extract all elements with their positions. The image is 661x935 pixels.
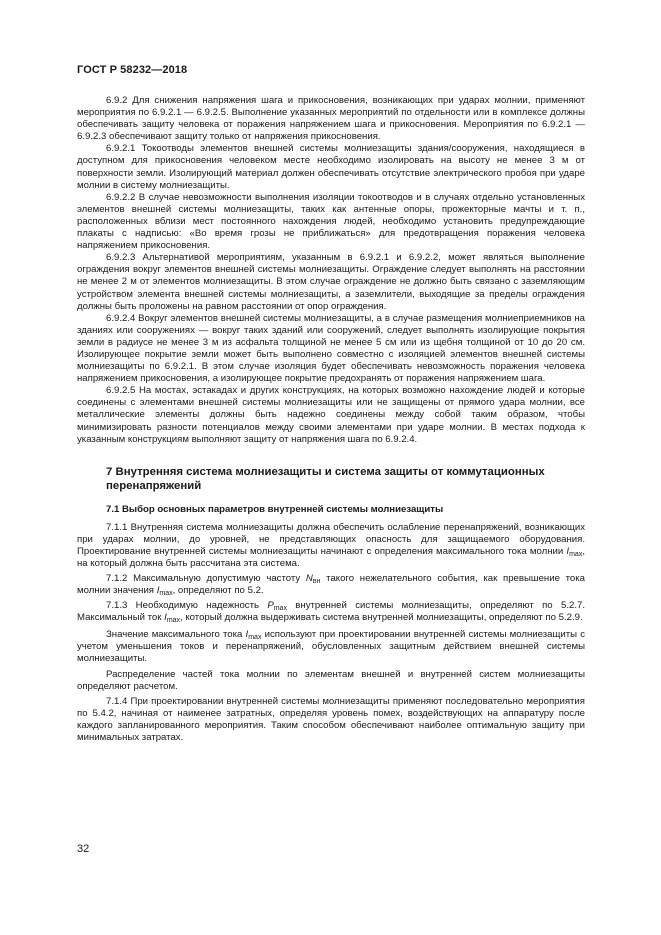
paragraph-distribution: Распределение частей тока молнии по элементам внешней и внутренней систем молниезащиты определяют расчетом. xyxy=(77,668,585,692)
p712-c: , определяют по 5.2. xyxy=(172,585,264,597)
p711-symbol: I xyxy=(566,546,570,557)
section-title: 7 Внутренняя система молниезащиты и система защиты от коммутационных перенапряжений xyxy=(106,465,545,492)
p712-a: 7.1.2 Максимальную допустимую частоту xyxy=(106,573,306,585)
pimax-b: используют при проектировании внутренней системы молниезащиты с учетом уменьшения токов и перенапряжений, обусловленных защитным действием внешней системы молниезащиты. xyxy=(77,628,585,664)
p713-b: внутренней системы молниезащиты, определяют по 5.2.7. Максимальный ток xyxy=(77,600,585,624)
p713-symbol-p: P xyxy=(267,600,274,612)
paragraph-6-9-2: 6.9.2 Для снижения напряжения шага и прикосновения, возникающих при ударах молнии, применяют мероприятия по 6.9.2.1 — 6.9.2.5. Выполнение указанных мероприятий по отдельности или в комплексе должны обеспечивать защиту человека от поражения напряжением шага и прикосновения. Мероприятия по 6.9.2.1 — 6.9.2.3 обеспечивают защиту только от напряжения прикосновения. xyxy=(77,95,585,143)
pimax-symbol: I xyxy=(245,628,249,640)
pimax-a: Значение максимального тока xyxy=(106,628,246,640)
p712-symbol-i: I xyxy=(156,585,160,597)
paragraph-7-1-3 xyxy=(77,600,585,624)
p712-b: такого нежелательного события, как превышение тока молнии значения xyxy=(77,573,586,597)
p712-subscript-vn: вн xyxy=(312,578,321,586)
p713-c: , который должна выдерживать система внутренней молниезащиты, определяют по 5.2.9. xyxy=(180,612,583,624)
paragraph-6-9-2-2: 6.9.2.2 В случае невозможности выполнения изоляции токоотводов и в случаях отдельно установленных элементов внешней системы молниезащиты, таких как антенные опоры, прожекторные мачты и т. п., расположенных вблизи мест постоянного нахождения людей, необходимо установить предупреждающие плакаты с надписью: «Во время грозы не приближаться» для предотвращения поражения человека напряжением прикосновения. xyxy=(77,191,585,252)
p713-subscript-max-2: max xyxy=(166,617,181,625)
p711-subscript: max xyxy=(569,551,583,558)
p711-tail: , на который должна быть рассчитана эта система. xyxy=(77,546,585,570)
paragraph-7-1-4: 7.1.4 При проектировании внутренней системы молниезащиты применяют последовательно мероприятия по 5.4.2, начиная от наименее затратных, определяя уровень помех, воздействующих на аппаратуру после каждого запланированного мероприятия. Таким способом обеспечивают наиболее оптимальную защиту при минимальных затратах. xyxy=(77,696,585,744)
page-content xyxy=(77,95,585,744)
paragraph-imax xyxy=(77,629,585,665)
p712-symbol-n: N xyxy=(305,573,313,585)
pimax-subscript: max xyxy=(248,633,262,641)
p712-subscript-max: max xyxy=(159,590,173,598)
subsection-title: 7.1 Выбор основных параметров внутренней системы молниезащиты xyxy=(106,503,444,515)
document-code: ГОСТ Р 58232—2018 xyxy=(77,64,188,76)
paragraph-6-9-2-4: 6.9.2.4 Вокруг элементов внешней системы молниезащиты, а в случае размещения молниеприемников на зданиях или сооружениях — вокруг таких зданий или сооружений, следует выполнять изолирующие покрытия земли в радиусе не менее 3 м из асфальта толщиной не менее 5 см или из щебня толщиной от 10 до 20 см. Изолирующее покрытие земли может быть выполнено совместно с изоляцией элементов внешней системы молниезащиты по 6.9.2.1. В этом случае изоляция будет обеспечивать невозможность поражения человека напряжением прикосновения, а изолирующее покрытие предохранять от поражения напряжением шага. xyxy=(77,312,585,385)
p711-text: 7.1.1 Внутренняя система молниезащиты должна обеспечить ослабление перенапряжений, возникающих при ударах молнии, до уровней, не представляющих опасность для защищаемого оборудования. Проектирование внутренней системы молниезащиты начинают с определения максимального тока молнии xyxy=(77,521,585,557)
p713-a: 7.1.3 Необходимую надежность xyxy=(106,600,268,612)
p713-symbol-i: I xyxy=(164,612,167,624)
paragraph-6-9-2-1: 6.9.2.1 Токоотводы элементов внешней системы молниезащиты здания/сооружения, находящиеся в доступном для прикосновения человеком месте необходимо изолировать на высоту не менее 3 м от поверхности земли. Изолирующий материал должен обеспечивать отсутствие электрического пробоя при ударе молнии в систему молниезащиты. xyxy=(77,143,585,191)
paragraph-7-1-1 xyxy=(77,522,585,570)
paragraph-6-9-2-5: 6.9.2.5 На мостах, эстакадах и других конструкциях, на которых возможно нахождение людей и которые соединены с элементами внешней системы молниезащиты или не защищены от прямого удара молнии, все металлические элементы должны быть надежно соединены между собой таким образом, чтобы минимизировать разности потенциалов между своими элементами при ударе молнии. В местах подхода к указанным конструкциям выполняют защиту от напряжения шага по 6.9.2.4. xyxy=(77,385,585,445)
page-number: 32 xyxy=(77,843,90,855)
p713-subscript-max: max xyxy=(273,605,287,613)
paragraph-6-9-2-3: 6.9.2.3 Альтернативой мероприятиям, указанным в 6.9.2.1 и 6.9.2.2, может являться выполнение ограждения вокруг элементов внешней системы молниезащиты. Ограждение следует выполнять на расстоянии не менее 2 м от элементов молниезащиты. В этом случае ограждение не должно быть связано с заземляющим устройством элемента внешней системы молниезащиты, а заземлители, выходящие за пределы ограждения должны быть проложены на равном расстоянии от опор ограждения. xyxy=(77,252,585,312)
paragraph-7-1-2 xyxy=(77,573,585,597)
